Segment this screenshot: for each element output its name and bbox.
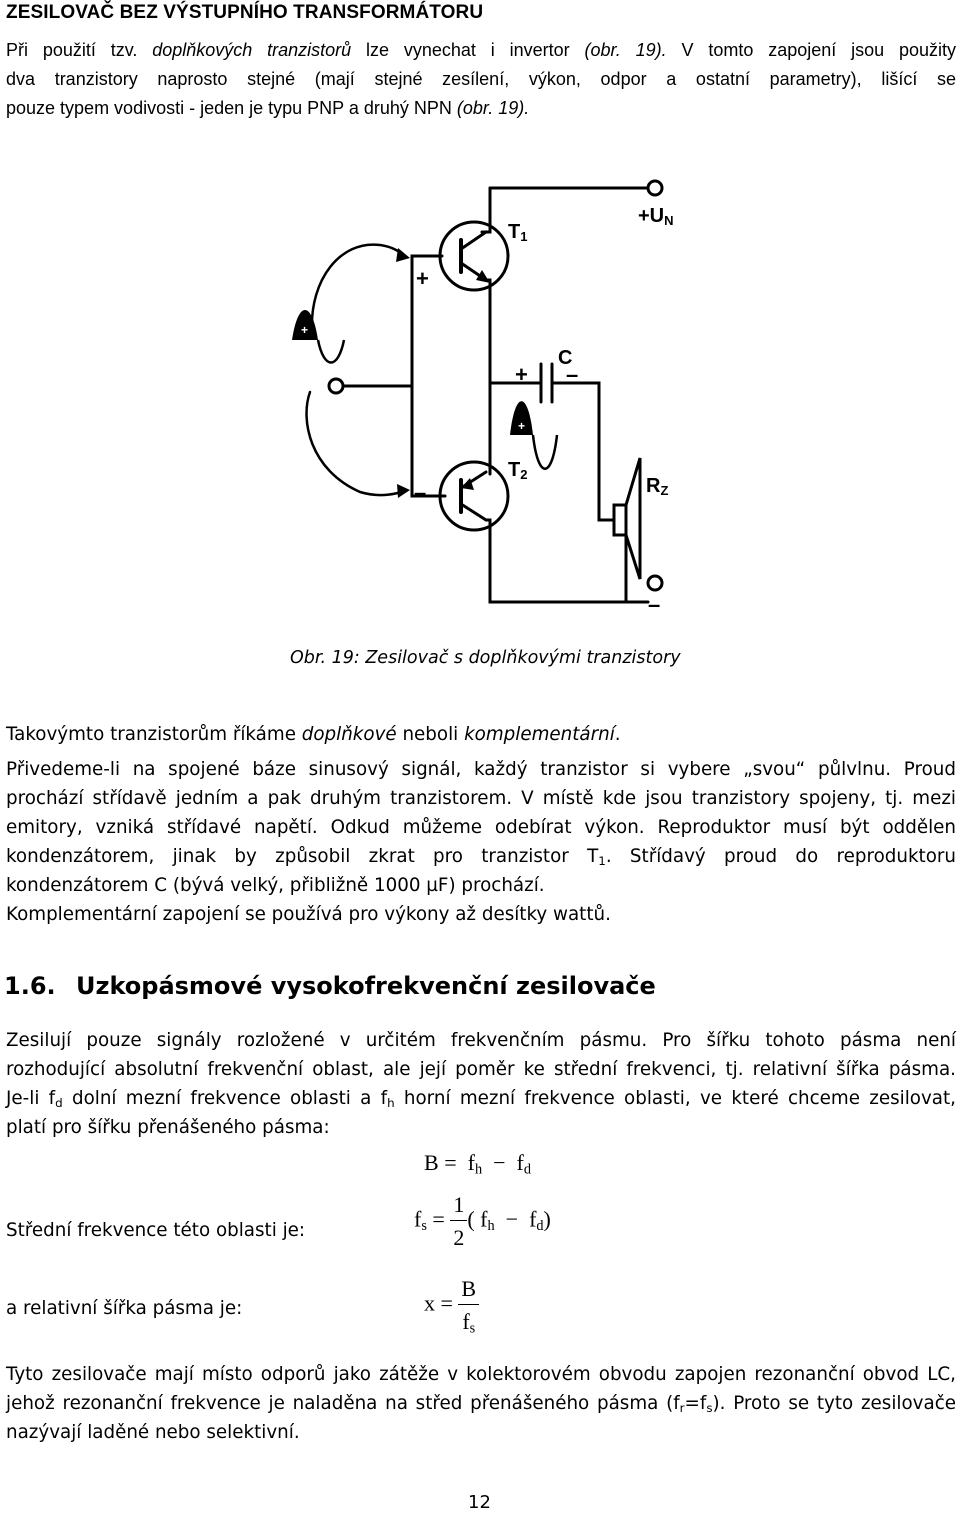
speaker-cone	[626, 458, 640, 579]
equation-bandwidth: $B = f_h - f_d$	[424, 1150, 531, 1178]
input-terminal	[329, 379, 343, 393]
paragraph-line: jehož rezonanční frekvence je naladěna na střed přenášeného pásma $(f_r=f_s)$. Proto se tyto zesilovače	[6, 1393, 956, 1415]
ground-sign: –	[648, 592, 661, 617]
paragraph-line: prochází střídavě jedním a pak druhým tranzistorem. V místě kde jsou tranzistory spojeny, tj. mezi	[6, 788, 956, 809]
equation-center-frequency: $f_s$ = $\frac{1}{2}$ ( $f_h - f_d$)	[414, 1192, 551, 1250]
arrow-head-t1	[396, 248, 410, 262]
t1-emitter-arrow	[476, 270, 490, 283]
text: Takovýmto tranzistorům říkáme	[6, 724, 302, 745]
paragraph-line: platí pro šířku přenášeného pásma:	[6, 1117, 330, 1138]
text: .	[614, 724, 621, 745]
section-title: Uzkopásmové vysokofrekvenční zesilovače	[76, 972, 656, 1000]
signal-arrow-t1	[312, 245, 405, 330]
base-wire	[412, 256, 445, 496]
paragraph-line: Tyto zesilovače mají místo odporů jako zátěže v kolektorovém obvodu zapojen rezonanční obvod LC,	[6, 1364, 956, 1385]
cap-minus-sign: –	[566, 362, 579, 387]
term: doplňkové	[301, 724, 397, 745]
t1-collector	[461, 232, 486, 249]
speaker-body	[614, 505, 626, 535]
speaker-label: RZ	[646, 475, 669, 498]
signal-arrow-t2	[307, 392, 405, 495]
paragraph-line: Je-li $f_d$ dolní mezní frekvence oblasti a $f_h$ horní mezní frekvence oblasti, ve které chceme zesilovat,	[6, 1088, 956, 1110]
svg-text:+: +	[518, 419, 526, 433]
emitter-wire	[486, 280, 490, 474]
explanation-paragraph	[6, 755, 956, 900]
intro-text: V tomto zapojení jsou použity	[666, 40, 956, 60]
section-number: 1.6.	[4, 972, 56, 1000]
svg-text:+: +	[301, 323, 309, 337]
section-heading	[4, 972, 656, 1000]
paragraph-line: nazývají laděné nebo selektivní.	[6, 1422, 300, 1443]
cap-negative-halfwave	[533, 435, 557, 469]
text: neboli	[396, 724, 465, 745]
resonant-paragraph	[6, 1360, 956, 1447]
t1-body	[440, 222, 508, 290]
paragraph-line: kondenzátorem, jinak by způsobil zkrat pro tranzistor $T_1$. Střídavý proud do reproduktoru	[6, 846, 956, 868]
relative-bandwidth-label: a relativní šířka pásma je:	[6, 1298, 243, 1319]
equation-relative-bandwidth: x = $\frac{B}{f_s}$	[424, 1276, 479, 1335]
t1-plus-sign: +	[416, 266, 429, 291]
power-note: Komplementární zapojení se používá pro výkony až desítky wattů.	[6, 904, 611, 925]
t2-collector	[461, 504, 486, 520]
t2-label: T2	[508, 459, 528, 482]
paragraph-line: Zesilují pouze signály rozložené v určitém frekvenčním pásmu. Pro šířku tohoto pásma není	[6, 1030, 956, 1051]
intro-text: pouze typem vodivosti - jeden je typu PNP a druhý NPN	[6, 98, 457, 118]
page-heading: ZESILOVAČ BEZ VÝSTUPNÍHO TRANSFORMÁTORU	[6, 2, 484, 23]
intro-text: lze vynechat i invertor	[351, 40, 585, 60]
t2-body	[440, 462, 508, 530]
ground-terminal	[648, 576, 662, 590]
paragraph-line: Přivedeme-li na spojené báze sinusový signál, každý tranzistor si vybere „svou“ půlvlnu. Proud	[6, 759, 956, 780]
center-frequency-label: Střední frekvence této oblasti je:	[6, 1220, 306, 1241]
paragraph-line: emitory, vzniká střídavé napětí. Odkud můžeme odebírat výkon. Reproduktor musí být oddělen	[6, 817, 956, 838]
cap-plus-sign: +	[515, 362, 528, 387]
cap-right-wire	[552, 383, 614, 520]
t1-label: T1	[508, 221, 528, 244]
t2-minus-sign: –	[414, 480, 427, 505]
circuit-diagram	[0, 0, 960, 700]
paragraph-line: kondenzátorem C (bývá velký, přibližně 1000 µF) prochází.	[6, 875, 545, 896]
negative-halfwave	[318, 340, 344, 363]
fraction-b-over-fs: $\frac{B}{f_s}$	[458, 1276, 479, 1335]
arrow-head-t2	[397, 484, 410, 498]
page-number: 12	[468, 1492, 491, 1513]
capacitor-label: C	[558, 347, 573, 369]
term: komplementární	[464, 724, 615, 745]
figure-reference: (obr. 19).	[584, 40, 667, 60]
paragraph-line: rozhodující absolutní frekvenční oblast, ale její poměr ke střední frekvenci, tj. relativní šířka pásma.	[6, 1059, 956, 1080]
supply-label: +UN	[638, 205, 674, 228]
bandwidth-paragraph	[6, 1026, 956, 1142]
intro-line-2: dva tranzistory naprosto stejné (mají stejné zesílení, výkon, odpor a ostatní parametry), lišící se	[6, 69, 956, 89]
supply-terminal	[648, 181, 662, 195]
fraction-half: $\frac{1}{2}$	[450, 1192, 467, 1251]
intro-text: Při použití tzv.	[6, 40, 153, 60]
intro-emphasis: doplňkových tranzistorů	[152, 40, 352, 60]
figure-reference: (obr. 19).	[456, 98, 530, 118]
ground-wire	[486, 520, 648, 602]
figure-caption: Obr. 19: Zesilovač s doplňkovými tranzistory	[290, 648, 681, 668]
definition-paragraph	[6, 720, 621, 749]
